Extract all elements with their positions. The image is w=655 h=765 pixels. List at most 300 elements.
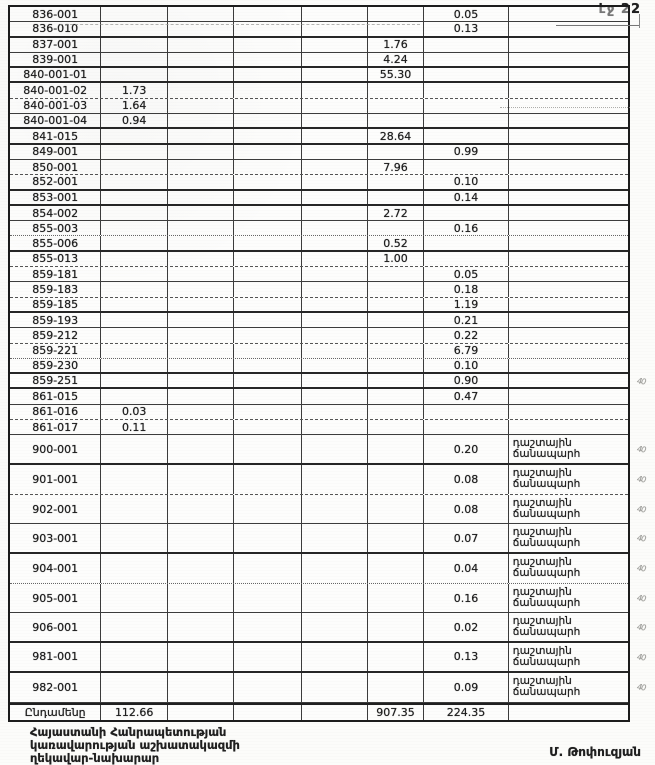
code-cell: 861-016 [10,405,101,419]
empty-cell [234,206,303,220]
empty-cell [234,584,303,613]
empty-cell [302,584,368,613]
note-cell: դաշտային ճանապարհ [512,437,581,461]
empty-cell [168,282,234,296]
empty-cell [168,344,234,358]
empty-cell [302,344,368,358]
empty-cell [234,359,303,372]
empty-cell [368,298,425,311]
table-row [10,68,628,83]
empty-cell [168,175,234,188]
empty-cell [368,524,425,552]
empty-cell [101,38,168,52]
table-total-row [10,703,628,720]
empty-cell [368,145,425,159]
empty-cell [168,160,234,174]
empty-cell [168,359,234,372]
value-cell: 224.35 [424,705,508,720]
empty-cell [234,374,303,387]
code-cell: 902-001 [10,495,101,524]
empty-cell [302,613,368,641]
code-cell: 861-017 [10,420,101,434]
table-row [10,83,628,98]
empty-cell [168,374,234,387]
margin-mark: 40 [636,622,646,633]
empty-cell [302,495,368,524]
empty-cell [234,435,303,463]
empty-cell [302,465,368,494]
empty-cell [234,114,303,127]
empty-cell [101,389,168,403]
empty-cell [234,68,303,81]
code-cell: 855-013 [10,252,101,266]
code-cell: 981-001 [10,643,101,671]
code-cell: 901-001 [10,465,101,494]
code-cell: 859-183 [10,282,101,296]
empty-cell [168,495,234,524]
empty-cell [101,298,168,311]
empty-cell [234,313,303,327]
empty-cell [368,389,425,403]
table-row [10,389,628,404]
empty-cell [424,53,508,66]
note-cell [509,191,628,204]
code-cell: 849-001 [10,145,101,159]
margin-mark: 40 [636,682,646,693]
empty-cell [168,673,234,702]
value-cell: 1.76 [368,38,425,52]
empty-cell [302,673,368,702]
note-cell: դաշտային ճանապարհ [512,615,581,639]
empty-cell [101,282,168,296]
empty-cell [101,252,168,266]
empty-cell [234,145,303,159]
margin-mark: 40 [636,504,646,515]
empty-cell [302,38,368,52]
table-row [10,643,628,673]
margin-mark: 40 [636,375,646,387]
code-cell: 905-001 [10,584,101,613]
code-cell: 859-193 [10,313,101,327]
empty-cell [168,99,234,113]
empty-cell [101,495,168,524]
empty-cell [168,435,234,463]
signature-name: Մ. Թոփուզյան [549,745,641,759]
value-cell: 0.47 [424,389,508,403]
table-row [10,53,628,68]
empty-cell [101,53,168,66]
note-cell [509,252,628,266]
value-cell: 0.07 [424,524,508,552]
empty-cell [368,374,425,387]
empty-cell [302,206,368,220]
empty-cell [424,160,508,174]
empty-cell [302,643,368,671]
note-cell [509,282,628,296]
value-cell: 0.13 [424,643,508,671]
empty-cell [101,673,168,702]
empty-cell [424,405,508,419]
empty-cell [101,328,168,342]
empty-cell [234,705,303,720]
note-cell [509,114,628,127]
empty-cell [234,252,303,266]
empty-cell [368,405,425,419]
empty-cell [302,252,368,266]
empty-cell [168,613,234,641]
footer-org-line: կառավարության աշխատակազմի [30,738,240,752]
empty-cell [168,191,234,204]
empty-cell [424,252,508,266]
note-cell [509,175,628,188]
empty-cell [368,114,425,127]
empty-cell [234,298,303,311]
code-cell: 841-015 [10,129,101,142]
code-cell: 850-001 [10,160,101,174]
empty-cell [234,282,303,296]
empty-cell [302,83,368,97]
table-row [10,191,628,206]
empty-cell [302,145,368,159]
table-row [10,22,628,37]
empty-cell [302,191,368,204]
table-row [10,313,628,328]
empty-cell [368,221,425,235]
code-cell: 839-001 [10,53,101,66]
table-row [10,495,628,525]
empty-cell [302,405,368,419]
footer-org-line: ղեկավար-նախարար [30,751,160,765]
empty-cell [234,53,303,66]
note-cell [509,206,628,220]
table-row [10,267,628,282]
value-cell: 6.79 [424,344,508,358]
empty-cell [234,99,303,113]
table-row [10,673,628,703]
empty-cell [368,465,425,494]
value-cell: 112.66 [101,705,168,720]
empty-cell [101,465,168,494]
footer-org-title [30,726,240,765]
table-row [10,206,628,221]
table-row [10,282,628,297]
empty-cell [168,206,234,220]
empty-cell [234,495,303,524]
value-cell: 0.08 [424,465,508,494]
value-cell: 28.64 [368,129,425,142]
empty-cell [302,328,368,342]
empty-cell [424,68,508,81]
note-cell [509,313,628,327]
empty-cell [302,705,368,720]
code-cell: 904-001 [10,554,101,583]
note-cell [509,389,628,403]
empty-cell [234,344,303,358]
empty-cell [302,554,368,583]
empty-cell [101,145,168,159]
value-cell: 0.99 [424,145,508,159]
empty-cell [368,282,425,296]
empty-cell [101,313,168,327]
empty-cell [368,191,425,204]
value-cell: 2.72 [368,206,425,220]
empty-cell [101,554,168,583]
empty-cell [101,584,168,613]
empty-cell [101,206,168,220]
code-cell: 903-001 [10,524,101,552]
empty-cell [234,328,303,342]
note-cell [509,53,628,66]
table-row [10,99,628,114]
empty-cell [234,554,303,583]
empty-cell [168,221,234,235]
empty-cell [368,328,425,342]
code-cell: 840-001-02 [10,83,101,97]
empty-cell [234,524,303,552]
empty-cell [302,374,368,387]
empty-cell [424,83,508,97]
note-cell [509,7,628,21]
table-row [10,145,628,160]
code-cell: 855-006 [10,236,101,249]
note-cell [509,405,628,419]
empty-cell [424,114,508,127]
table-row [10,298,628,313]
empty-cell [234,160,303,174]
empty-cell [302,7,368,21]
code-cell: 840-001-03 [10,99,101,113]
table-row [10,584,628,614]
table-row [10,374,628,389]
empty-cell [168,7,234,21]
value-cell: 0.18 [424,282,508,296]
table-row [10,554,628,584]
empty-cell [101,435,168,463]
code-cell: 837-001 [10,38,101,52]
value-cell: 7.96 [368,160,425,174]
empty-cell [368,584,425,613]
empty-cell [368,673,425,702]
empty-cell [101,359,168,372]
value-cell: 0.10 [424,359,508,372]
empty-cell [234,673,303,702]
value-cell: 0.20 [424,435,508,463]
empty-cell [101,221,168,235]
code-cell: 853-001 [10,191,101,204]
code-cell: 852-001 [10,175,101,188]
page-number-label: էջ 22 [598,2,641,17]
value-cell: 0.16 [424,221,508,235]
value-cell: 0.90 [424,374,508,387]
empty-cell [302,221,368,235]
empty-cell [168,236,234,249]
code-cell: 906-001 [10,613,101,641]
value-cell: 55.30 [368,68,425,81]
note-cell [509,267,628,281]
empty-cell [424,420,508,434]
table-row [10,129,628,144]
empty-cell [168,584,234,613]
value-cell: 0.13 [424,22,508,35]
code-cell: 859-181 [10,267,101,281]
empty-cell [101,524,168,552]
empty-cell [302,298,368,311]
empty-cell [234,175,303,188]
empty-cell [168,114,234,127]
empty-cell [302,68,368,81]
empty-cell [234,267,303,281]
margin-mark: 40 [636,533,646,544]
code-cell: 859-221 [10,344,101,358]
note-cell [509,359,628,372]
note-cell [509,22,628,35]
empty-cell [302,420,368,434]
empty-cell [168,298,234,311]
note-cell [509,99,628,113]
note-cell [509,344,628,358]
empty-cell [302,53,368,66]
empty-cell [101,175,168,188]
empty-cell [302,389,368,403]
empty-cell [234,465,303,494]
value-cell: 0.11 [101,420,168,434]
table-row [10,435,628,465]
value-cell: 0.02 [424,613,508,641]
empty-cell [168,465,234,494]
empty-cell [302,22,368,35]
table-row [10,359,628,374]
empty-cell [234,613,303,641]
code-cell: 859-212 [10,328,101,342]
empty-cell [101,191,168,204]
note-cell: դաշտային ճանապարհ [512,497,581,521]
note-cell [509,236,628,249]
empty-cell [234,38,303,52]
code-cell: 861-015 [10,389,101,403]
margin-mark: 40 [636,563,646,574]
table-row [10,344,628,359]
note-cell: դաշտային ճանապարհ [512,467,581,491]
table-row [10,252,628,267]
empty-cell [368,175,425,188]
empty-cell [368,359,425,372]
footer-org-line: Հայաստանի Հանրապետության [30,725,227,739]
empty-cell [168,22,234,35]
empty-cell [168,129,234,142]
ledger-table [8,5,630,722]
empty-cell [234,389,303,403]
empty-cell [168,554,234,583]
code-cell: 836-010 [10,22,101,35]
empty-cell [302,282,368,296]
margin-mark: 40 [636,474,646,485]
table-row [10,7,628,22]
empty-cell [168,83,234,97]
code-cell: 859-230 [10,359,101,372]
empty-cell [101,7,168,21]
empty-cell [101,374,168,387]
code-cell: 859-251 [10,374,101,387]
margin-mark: 40 [636,444,646,455]
empty-cell [168,68,234,81]
table-row [10,328,628,343]
value-cell: 0.04 [424,554,508,583]
empty-cell [302,114,368,127]
value-cell: 0.16 [424,584,508,613]
empty-cell [234,405,303,419]
empty-cell [302,175,368,188]
empty-cell [101,267,168,281]
empty-cell [302,236,368,249]
value-cell: 907.35 [368,705,425,720]
value-cell: 0.52 [368,236,425,249]
value-cell: 1.64 [101,99,168,113]
empty-cell [234,221,303,235]
empty-cell [302,359,368,372]
empty-cell [368,344,425,358]
empty-cell [302,524,368,552]
empty-cell [101,160,168,174]
empty-cell [368,420,425,434]
note-cell [509,145,628,159]
total-label-cell: Ընդամենը [10,705,101,720]
table-row [10,465,628,495]
value-cell: 0.10 [424,175,508,188]
code-cell: 840-001-01 [10,68,101,81]
code-cell: 982-001 [10,673,101,702]
empty-cell [101,236,168,249]
value-cell: 0.94 [101,114,168,127]
empty-cell [234,236,303,249]
empty-cell [168,389,234,403]
code-cell: 840-001-04 [10,114,101,127]
value-cell: 0.09 [424,673,508,702]
value-cell: 0.21 [424,313,508,327]
note-cell: դաշտային ճանապարհ [512,644,581,668]
table-row [10,420,628,435]
empty-cell [302,160,368,174]
empty-cell [101,643,168,671]
code-cell: 855-003 [10,221,101,235]
empty-cell [168,524,234,552]
table-row [10,160,628,175]
note-cell [509,420,628,434]
empty-cell [368,267,425,281]
empty-cell [424,206,508,220]
table-row [10,221,628,236]
empty-cell [368,435,425,463]
note-cell [509,160,628,174]
empty-cell [302,435,368,463]
margin-mark: 40 [636,593,646,604]
value-cell: 0.05 [424,267,508,281]
empty-cell [234,420,303,434]
empty-cell [368,7,425,21]
empty-cell [168,53,234,66]
note-cell [509,129,628,142]
empty-cell [234,643,303,671]
table-row [10,114,628,129]
value-cell: 1.19 [424,298,508,311]
table-row [10,236,628,251]
table-row [10,38,628,53]
empty-cell [101,613,168,641]
empty-cell [168,267,234,281]
empty-cell [368,83,425,97]
note-cell [509,221,628,235]
note-cell: դաշտային ճանապարհ [512,556,581,580]
empty-cell [424,129,508,142]
